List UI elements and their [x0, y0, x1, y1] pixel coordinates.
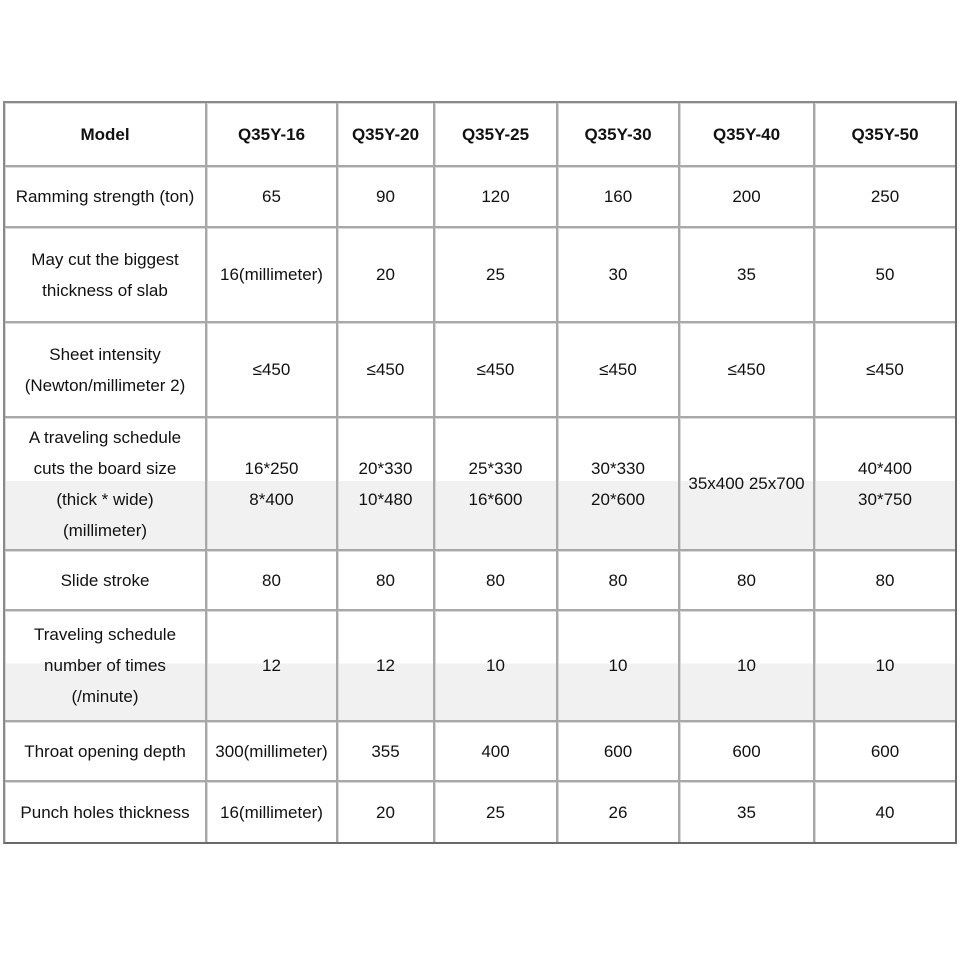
model-header-cell: Q35Y-16	[207, 103, 338, 167]
value-cell	[558, 551, 680, 611]
row-label-line: Sheet intensity	[49, 344, 161, 364]
row-label-cell	[5, 782, 207, 842]
value-cell	[338, 782, 435, 842]
value-cell	[338, 611, 435, 722]
row-label-line: (thick * wide)	[56, 489, 154, 509]
value-cell	[207, 323, 338, 418]
row-label-cell	[5, 167, 207, 228]
value-cell	[338, 323, 435, 418]
table-row	[5, 551, 955, 611]
value-line: 10	[608, 656, 628, 675]
value-cell	[207, 611, 338, 722]
model-header-cell: Q35Y-25	[435, 103, 558, 167]
value-cell	[207, 167, 338, 228]
table-row	[5, 228, 955, 323]
row-label-line: cuts the board size	[33, 458, 177, 478]
value-line: 80	[262, 570, 281, 590]
value-line: 300(millimeter)	[215, 741, 328, 761]
value-line: 20*600	[591, 489, 645, 509]
value-line: 50	[875, 265, 895, 284]
row-label-line: (millimeter)	[62, 520, 148, 540]
value-line: 80	[737, 570, 756, 590]
value-line: 80	[608, 570, 628, 590]
value-cell	[558, 611, 680, 722]
table-row	[5, 722, 955, 782]
row-label-line: May cut the biggest	[31, 249, 179, 269]
value-line: 80	[875, 570, 895, 590]
value-cell	[680, 323, 815, 418]
value-cell	[207, 228, 338, 323]
value-line: 16*600	[468, 489, 523, 509]
value-line: 16(millimeter)	[220, 265, 323, 284]
value-cell	[558, 228, 680, 323]
value-line: 10*480	[358, 489, 413, 509]
value-cell	[815, 323, 955, 418]
value-cell	[435, 167, 558, 228]
value-cell	[435, 323, 558, 418]
value-cell	[338, 228, 435, 323]
value-cell	[558, 418, 680, 551]
value-line: 10	[875, 656, 895, 675]
table-row	[5, 782, 955, 842]
table-row	[5, 611, 955, 722]
value-line: 10	[737, 656, 756, 675]
value-line: 26	[608, 802, 628, 822]
row-label-cell	[5, 323, 207, 418]
value-cell	[435, 611, 558, 722]
value-line: 35	[737, 265, 756, 284]
value-line: 600	[732, 741, 761, 761]
value-line: 8*400	[249, 489, 294, 509]
table-row	[5, 167, 955, 228]
value-line: 20*330	[358, 458, 413, 478]
value-cell	[680, 551, 815, 611]
value-cell	[435, 418, 558, 551]
model-header-cell: Q35Y-50	[815, 103, 955, 167]
value-cell	[338, 551, 435, 611]
row-label-line: Traveling schedule	[33, 625, 177, 644]
value-cell	[558, 782, 680, 842]
row-label-line: Throat opening depth	[24, 741, 186, 761]
value-cell	[815, 611, 955, 722]
value-line: 12	[262, 656, 281, 675]
value-cell	[815, 228, 955, 323]
value-line: 30*750	[858, 489, 912, 509]
value-line: 600	[870, 741, 900, 761]
model-header-cell: Q35Y-40	[680, 103, 815, 167]
value-line: 25	[486, 802, 505, 822]
value-line: 16*250	[244, 458, 299, 478]
row-label-line: A traveling schedule	[28, 427, 182, 447]
value-line: 40	[875, 802, 895, 822]
row-label-cell	[5, 418, 207, 551]
value-line: 20	[376, 802, 395, 822]
value-line: 10	[486, 656, 505, 675]
value-line: 120	[481, 187, 510, 206]
value-line: 160	[603, 187, 633, 206]
value-line: 80	[486, 570, 505, 590]
value-cell	[680, 611, 815, 722]
value-line: 65	[262, 187, 281, 206]
header-label-cell: Model	[5, 103, 207, 167]
value-cell	[680, 228, 815, 323]
value-line: 30	[608, 265, 628, 284]
value-cell	[435, 551, 558, 611]
row-label-line: Slide stroke	[60, 570, 150, 590]
value-cell	[815, 782, 955, 842]
value-cell	[680, 418, 815, 551]
value-cell	[680, 782, 815, 842]
value-line: 400	[481, 741, 510, 761]
value-cell	[338, 722, 435, 782]
value-line: 30*330	[591, 458, 645, 478]
value-line: 250	[870, 187, 900, 206]
value-line: 200	[732, 187, 761, 206]
value-line: 35x400 25x700	[688, 474, 805, 493]
value-line: ≤450	[866, 360, 904, 379]
value-cell	[815, 551, 955, 611]
value-cell	[207, 418, 338, 551]
model-header-cell: Q35Y-20	[338, 103, 435, 167]
table-row	[5, 323, 955, 418]
value-line: ≤450	[599, 360, 637, 379]
spec-table	[3, 101, 957, 844]
value-cell	[680, 167, 815, 228]
value-cell	[435, 722, 558, 782]
value-line: 355	[371, 741, 400, 761]
value-line: ≤450	[366, 360, 405, 379]
value-cell	[815, 418, 955, 551]
value-line: 600	[603, 741, 633, 761]
row-label-cell	[5, 551, 207, 611]
value-line: ≤450	[252, 360, 291, 379]
value-line: 90	[376, 187, 395, 206]
row-label-line: (/minute)	[71, 687, 139, 706]
row-label-line: (Newton/millimeter 2)	[24, 375, 186, 395]
value-line: 80	[376, 570, 395, 590]
header-row	[5, 103, 955, 167]
value-cell	[558, 167, 680, 228]
value-line: ≤450	[476, 360, 515, 379]
value-line: 40*400	[858, 458, 912, 478]
value-cell	[815, 167, 955, 228]
row-label-line: thickness of slab	[42, 280, 168, 300]
value-line: 20	[376, 265, 395, 284]
value-cell	[558, 722, 680, 782]
row-label-cell	[5, 228, 207, 323]
value-cell	[338, 167, 435, 228]
value-cell	[815, 722, 955, 782]
row-label-cell	[5, 611, 207, 722]
row-label-line: number of times	[44, 656, 166, 675]
value-line: 25	[486, 265, 505, 284]
value-cell	[435, 228, 558, 323]
value-cell	[558, 323, 680, 418]
value-line: 12	[376, 656, 395, 675]
row-label-line: Ramming strength (ton)	[15, 187, 195, 206]
value-line: ≤450	[727, 360, 766, 379]
row-label-cell	[5, 722, 207, 782]
value-cell	[338, 418, 435, 551]
value-cell	[207, 551, 338, 611]
value-cell	[207, 782, 338, 842]
value-line: 35	[737, 802, 756, 822]
model-header-cell: Q35Y-30	[558, 103, 680, 167]
table-row	[5, 418, 955, 551]
value-cell	[680, 722, 815, 782]
value-cell	[207, 722, 338, 782]
value-cell	[435, 782, 558, 842]
row-label-line: Punch holes thickness	[20, 802, 190, 822]
value-line: 16(millimeter)	[220, 802, 323, 822]
value-line: 25*330	[468, 458, 523, 478]
